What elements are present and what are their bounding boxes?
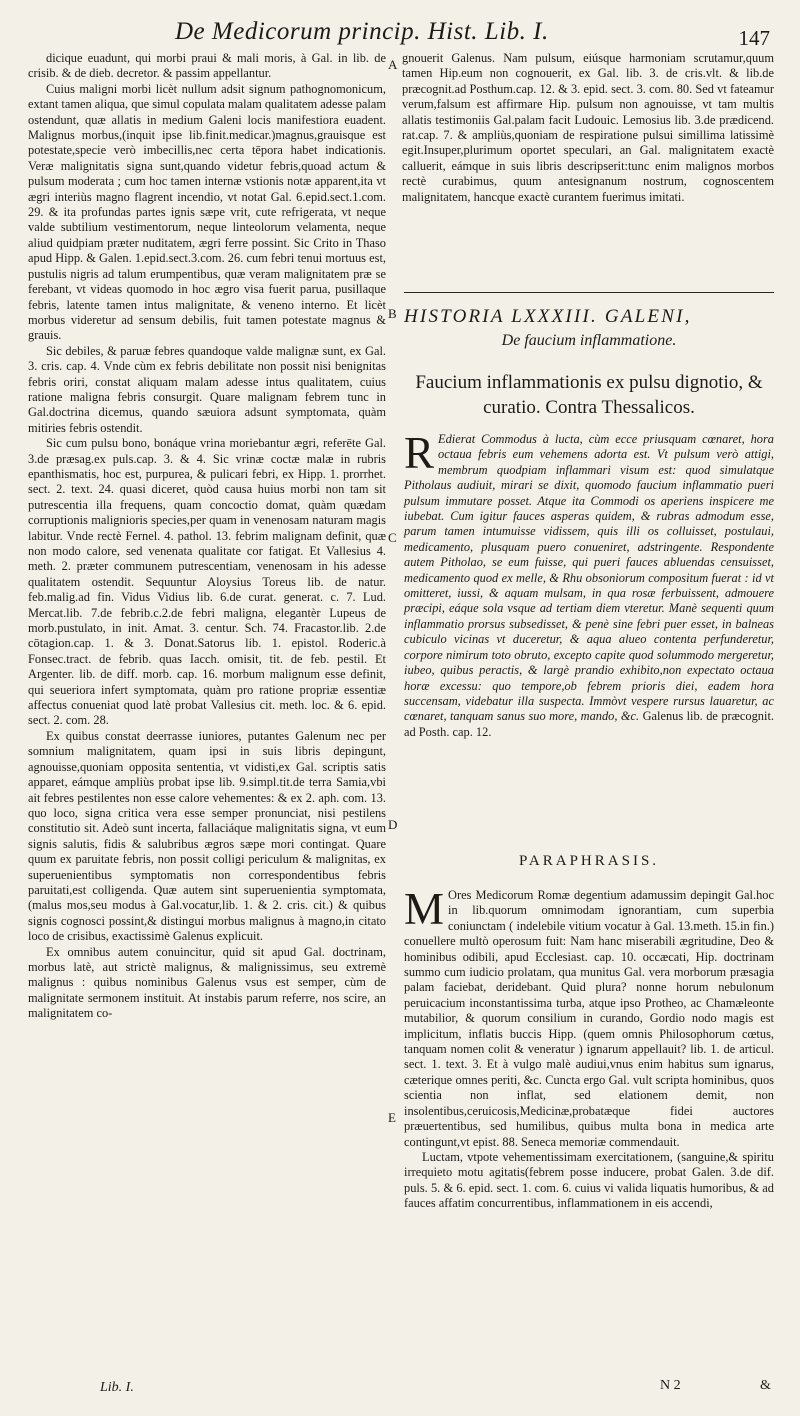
left-paragraph-2: Cuius maligni morbi licèt nullum adsit signum pathognomonicum, extant tamen aliqua, que simul copulata malam qualitatem adesse palam ostendunt, quæ allatis in medium Galeni locis manifestiora euadent. Malignus morbus,(inquit ipse lib.finit.medicar.)magnus,grauisque est potestate,specie verò imbecillis,nec certa tēpora habet indicationis. Veræ malignitatis signa sunt,quando videtur febris,quoad actum & pulsum moderata ; cum hoc tamen internæ vstionis notæ apparent,ita vt ægri interiùs magno flagrent incendio, vt notat Gal. 6.epid.sect.1.com. 29. & ita profundas partes ignis sæpe vrit, cute refrigerata, vt neque valde subtilium vestimentorum, neque linteolorum velamenta, neque aliud quidpiam præter nuditatem, ægri ferre possint. Sic Crito in Thaso apud Hipp. & Galen. 1.epid.sect.3.com. 26. cum febri tenui mortuus est, pustulis nigris ad talum erumpentibus, quæ veram malignitatem præ se ferebant, vt videas quomodo in hoc ægro visa fuerit parua, pusillaque febris, latente tamen intus malignitate, & veneno interno. Et licèt morbus videretur ad sensum debilis, fuit tamen potestate magnus & grauis.	[28, 81, 386, 343]
history-dropcap: R	[404, 428, 435, 478]
left-paragraph-4: Sic cum pulsu bono, bonáque vrina moriebantur ægri, referēte Gal. 3.de præsag.ex puls.cap. 3. & 4. Sic vrinæ coctæ malæ in rubris epanthismatis, hoc est, purpurea, & pulicari febri, ex Hipp. 1. prorrhet. sect. 2. text. 24. quasi diceret, quòd causa huius morbi non tam sit putrescentia illa frequens, quam concoctio domat, quàm quædam corruptionis malignioris species,per quam in venenosam naturam magis labitur. Vnde rectè Fernel. 4. pathol. 13. febrim malignam definit, quæ non modo calore, sed venenata qualitate cor fatigat. Et Vallesius 4. meth. 2. præter communem putrescentiam, venenosam in his adesse qualitatem ostendit. Sequuntur Aloysius Toreus lib. de natur. feb.malig.ad fin. Vidus Vidius lib. 6.de curat. generat. c. 7. Lud. Mercat.lib. 7.de febrib.c.2.de febri maligna, elegantèr Lupeus de morb.pustulato, in init. Amat. 3. centur. Sch. 74. Fracastor.lib. 2.de cōtagion.cap. 1. & 3. Donat.Satorus lib. 1. epistol. Roderic.à Fonsec.tract. de febrib. quas Iacch. omisit, tit. de feb. pestil. Et Argenter. lib. de diff. morb. cap. 16. morbum malignum esse definit, qui seueriora infert symptomata, quàm pro ratione propriæ essentiæ affectus conueniat quod latè probat Vallesius cit. meth. loc. & 6. epid. sect. 2. com. 28.	[28, 436, 386, 728]
history-source: Galenus lib. de præcognit. ad Posth. cap. 12.	[404, 709, 774, 739]
catchword: &	[760, 1378, 771, 1393]
section-divider	[404, 292, 774, 293]
signature-mark: N 2	[660, 1378, 681, 1393]
left-paragraph-5: Ex quibus constat deerrasse iuniores, putantes Galenum nec per somnium malignitatem, quam ipsi in suis libris depingunt, agnouisse,quoniam opposita sententia, vt vidisti,ex Gal. scriptis satis apparet, eámque ampliùs probat ipse lib. 9.simpl.tit.de terra Samia,vbi ait febres pestilentes non esse calore vehementes: & ex 2. aph. com. 13. quo loco, signa critica vera esse semper pronunciat, nisi pestilens constitutio sit. Adeò sunt incerta, fallaciáque malignitatis signa, vt eum signis salutis, fidis & salubribus ægros sæpe mori contingat. Quare quum ex paruitate febris, non possit colligi periculum & malignitas, ex superuenientibus symptomatis non correspondentibus febris paruitati,est colligenda. Quæ autem sint superuenientia symptomata,(malus mos,seu modus à Gal.vocatur,lib. 1. & 2. cris. cit.) & quibus signis cognosci possint,& distingui morbus malignus à magno,in citato loco de crisibus, exactissimè Galenus explicuit.	[28, 728, 386, 944]
margin-letter-d: D	[388, 817, 398, 832]
left-column	[28, 51, 386, 1022]
history-heading: Faucium inflammationis ex pulsu dignotio, & curatio. Contra Thessalicos.	[415, 372, 763, 418]
history-title: HISTORIA LXXXIII. GALENI,	[404, 306, 692, 327]
left-paragraph-6: Ex omnibus autem conuincitur, quid sit apud Gal. doctrinam, morbus latè, aut strictè malignus, & malignissimus, seu extremè malignus : quibus nominibus Galenus vsus est semper, cùm de malignitate sermonem instituit. At instabis parum referre, nos scire, an malignitatem co-	[28, 944, 386, 1021]
page-number: 147	[738, 26, 770, 50]
history-body: Edierat Commodus à lucta, cùm ecce priusquam cœnaret, hora octaua febris eum vehemens adorta est. Vt pulsum verò attigi, membrum quodpiam inflammari visum est: quod simulatque Pitholaus audiuit, mirari se dixit, quomodo faucium inflammatio pueri pulsum immutare posset. Atque ita Commodi os aperiens inspicere me iubebat. Cum igitur fauces asperas quidem, & rubras admodum esse, parum tamen intumuisse vidissem, quis illi os colluisset, postulaui, medicamento, plusquam puero conueniret, adstringente. Respondente autem Pitholao, se eum fuisse, qui pueri fauces abluendas censuisset, medicamento quod ex melle, & Rhu obsoniorum compositum fuerat : id vt omitteret, iussi, & aquam mulsam, in qua rosæ ferbuissent, admouere præcipi, eáque sola vsque ad tertiam diem vteretur. Manè sequenti quum inflammatio prorsus subsedisset, & penè sine febri puer esset, in balneas cubiculo vicinas vt duceretur, & aqua alueo contenta perfunderetur, corpore nimirum toto obruto, excepto capite quod solummodo mergeretur, iubeo, quibus peractis, & largè prandio exhibito,non expectato octaua horæ excessu: quo tempore,ob febrem prioris diei, eadem hora succensam, videbatur illa suspecta. Immòvt vespere rursus lauaretur, ac cœnaret, tanquam sanus suo more, mando, &c.	[404, 432, 774, 724]
right-column-top	[402, 51, 774, 205]
paraphrasis-dropcap: M	[404, 884, 445, 934]
margin-letter-a: A	[388, 57, 398, 72]
margin-letter-e: E	[388, 1110, 396, 1125]
paraphrasis-heading: PARAPHRASIS.	[518, 853, 660, 869]
paraphrasis-text	[404, 884, 774, 1212]
history-text	[404, 428, 774, 740]
running-head: De Medicorum princip. Hist. Lib. I.	[175, 18, 549, 45]
paraphrasis-paragraph-1: Ores Medicorum Romæ degentium adamussim depingit Gal.hoc in lib.quorum omnimodam ignorantiam, cum superbia coniunctam ( indelebile vitium vocatur à Gal. 13.meth. 15.in fin.) conuellere multò operosum fuit: Nam hanc miserabili ægritudine, Deo & hominibus odibili, apud Ecclesiast. cap. 10. occæcati, Hip. doctrinam summo cum iudicio prolatam, qua munitus Gal. vera morborum præsagia palam faciebat, deridebant. Quid plura? nonne horum nebulonum peruicacium inconstantissima turba, atque ipso Protheo, ac Chamæleonte mutabilior, & quorum consilium in curando, Gordio nodo magis est implicitum, inflatis buccis Hipp. (quem omnis Philosophorum cœtus, tanquam nomen colit & veneratur ) ignarum appellauit? lib. 1. de articul. sect. 1. text. 3. Et à vulgo malè audiui,vnus enim habitus sum ignarus, cæterique omnes periti, &c. Cuncta ergo Gal. vult scripta hominibus, quos scientia non inflat, sed elationem demit, non insolentibus,ceruicosis,Medicinæ,probatæque fidei auctores præuertentibus, sed humilibus, quibus multa bona in medica arte contingunt,vt epist. 88. Seneca memoriæ commendauit.	[404, 888, 774, 1149]
left-paragraph-3: Sic debiles, & paruæ febres quandoque valde malignæ sunt, ex Gal. 3. cris. cap. 4. Vnde cùm ex febris debilitate non possit nisi benignitas febris oriri, constat aliquam malam adesse intus qualitatem, cuius ratione maligna febris consurgit. Quare malignam febrem tunc in Gal.doctrina dicemus, quando sæuiora adsunt symptomata, quàm mitiries febris ostendit.	[28, 343, 386, 435]
margin-letter-c: C	[388, 530, 397, 545]
paraphrasis-paragraph-2: Luctam, vtpote vehementissimam exercitationem, (sanguine,& spiritu irrequieto motu agitatis(febrem posse inducere, probat Galen. 3.de dif. puls. 5. & 6. epid. sect. 1. com. 6. cuius vi valida liquatis humoribus, & ad fauces affatim concurrentibus, inflammationem in eis accendi,	[404, 1149, 774, 1211]
left-paragraph-1: dicique euadunt, qui morbi praui & mali moris, à Gal. in lib. de crisib. & de dieb. decretor. & passim appellantur.	[28, 51, 386, 81]
margin-letter-b: B	[388, 306, 397, 321]
history-subtitle: De faucium inflammatione.	[501, 332, 677, 349]
right-paragraph-1: gnouerit Galenus. Nam pulsum, eiúsque harmoniam scrutamur,quum tamen Hip.eum non cognouerit, ex Gal. lib. 3. de cris.vlt. & lib.de præcognit.ad Posthum.cap. 12. & 3. epid. sect. 3. com. 80. Sed vt fateamur verum,falsum est affirmare Hip. pulsum non agnouisse, vt tam multis allatis testimoniis Gal.palam facit Ludouic. Lemosius lib. 3.de prædicend. rat.cap. 7. & ampliùs,quoniam de respiratione pulsui simillima latissimè egit.Insuper,plurimum oportet speculari, an Gal. malignitatem exactè calluerit, eámque in suis libris descripserit:tunc enim malignos morbos rectè curabimus, quum antesignanum nostrum, cognoscentem malignitatem, hancque exactè curantem fuerimus imitati.	[402, 51, 774, 204]
footer-book-label: Lib. I.	[100, 1380, 134, 1395]
